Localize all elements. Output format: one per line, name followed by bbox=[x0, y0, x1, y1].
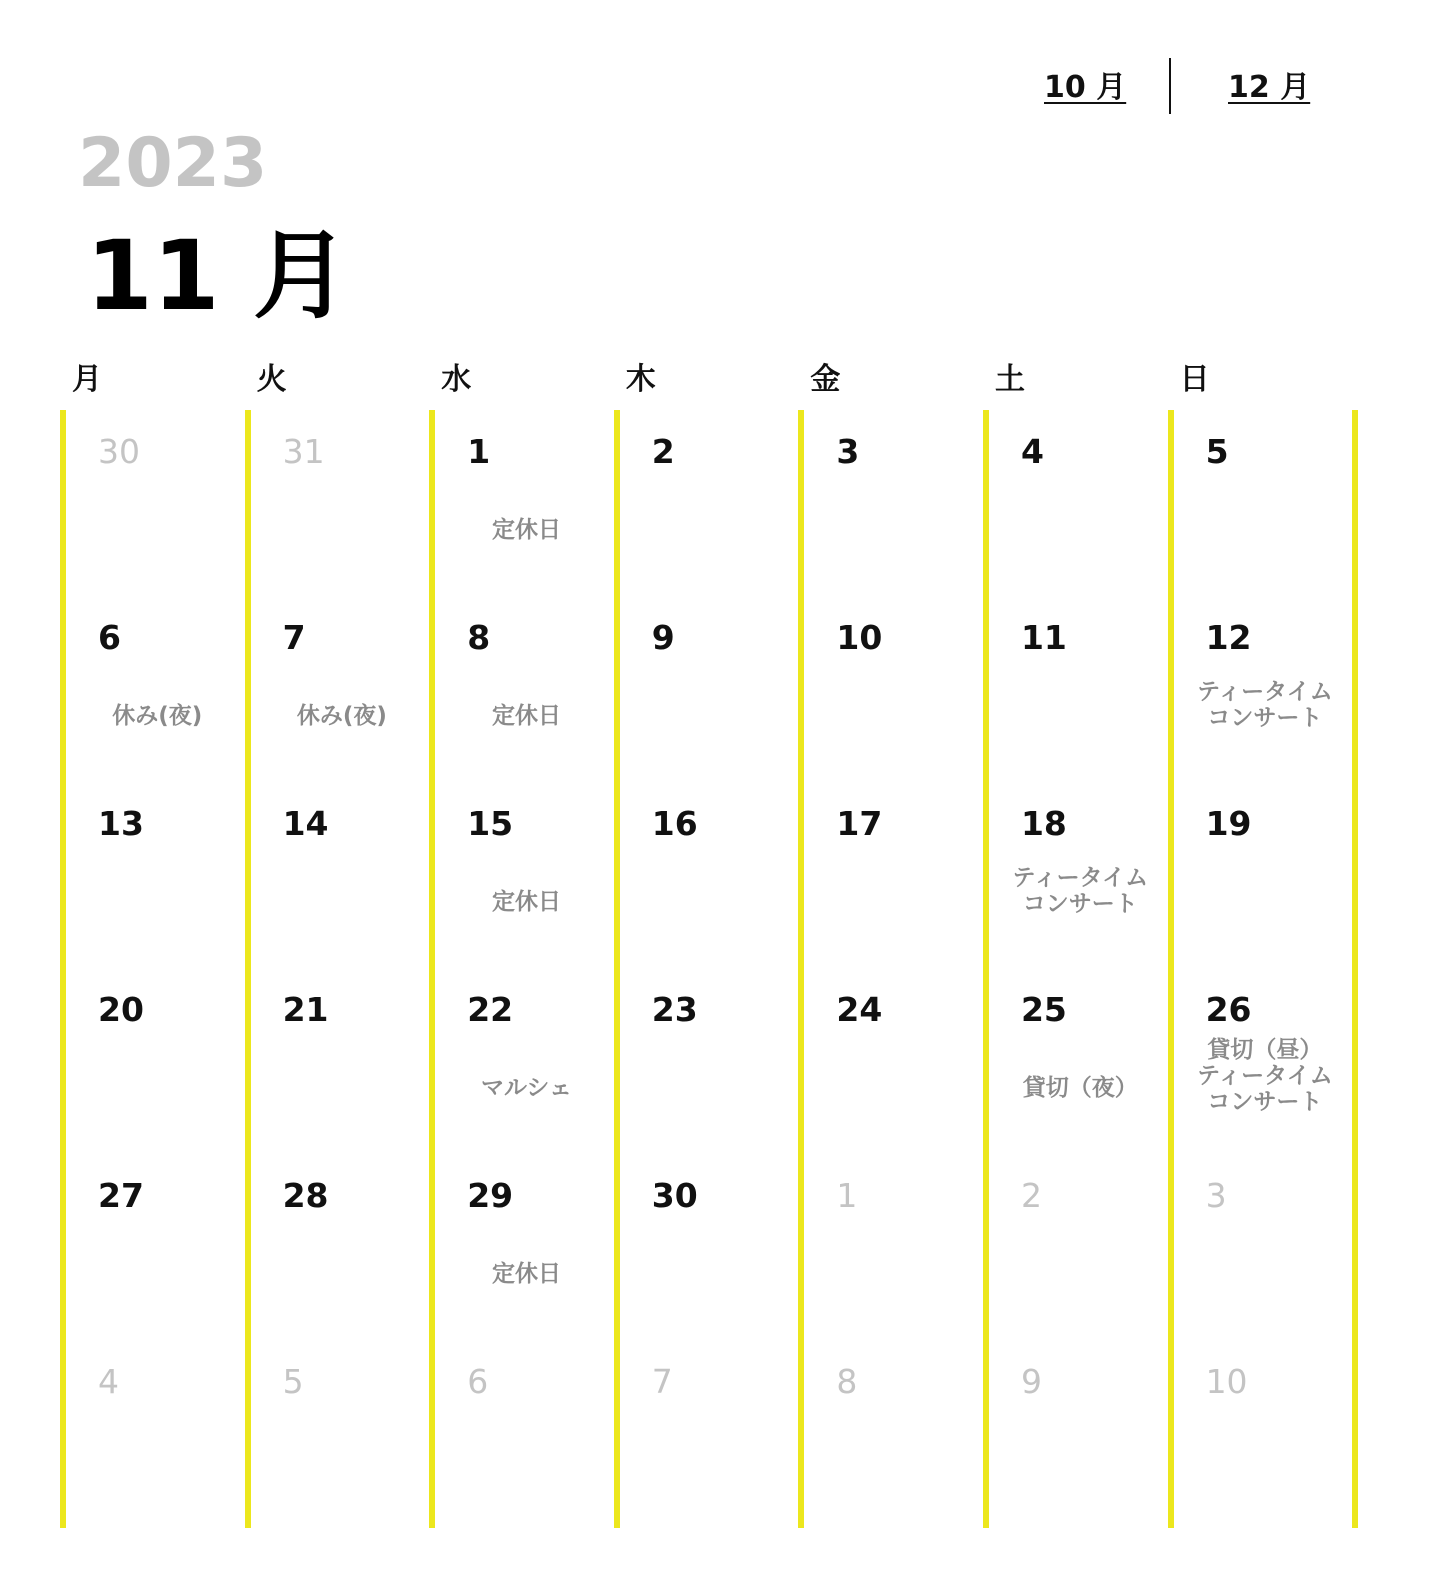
day-number: 8 bbox=[467, 618, 491, 657]
day-number: 7 bbox=[282, 618, 306, 657]
day-number: 5 bbox=[1205, 432, 1229, 471]
day-event: 定休日 bbox=[491, 889, 561, 915]
day-cell[interactable] bbox=[983, 782, 1168, 968]
day-cell[interactable] bbox=[429, 968, 614, 1154]
weekday-label: 金 bbox=[810, 362, 841, 397]
weekday-label: 月 bbox=[72, 362, 102, 397]
day-cell[interactable] bbox=[798, 596, 983, 782]
day-number: 9 bbox=[651, 618, 675, 657]
day-cell[interactable] bbox=[245, 1154, 430, 1340]
day-cell[interactable] bbox=[983, 1154, 1168, 1340]
day-cell[interactable] bbox=[245, 968, 430, 1154]
day-cell[interactable] bbox=[798, 968, 983, 1154]
day-number: 13 bbox=[98, 804, 144, 843]
day-cell[interactable] bbox=[60, 596, 245, 782]
day-cell[interactable] bbox=[60, 1340, 245, 1526]
week-row bbox=[60, 782, 1360, 968]
day-cell[interactable] bbox=[245, 596, 430, 782]
day-cell[interactable] bbox=[429, 596, 614, 782]
day-number: 15 bbox=[467, 804, 514, 843]
weekday-label: 土 bbox=[995, 362, 1025, 397]
nav-divider bbox=[1169, 58, 1171, 114]
day-number: 31 bbox=[282, 432, 325, 471]
day-cell[interactable] bbox=[798, 1154, 983, 1340]
day-cell[interactable] bbox=[1168, 782, 1353, 968]
day-cell[interactable] bbox=[60, 410, 245, 596]
day-number: 30 bbox=[98, 432, 140, 471]
day-cell[interactable] bbox=[983, 410, 1168, 596]
day-number: 28 bbox=[282, 1176, 329, 1215]
day-event: 定休日 bbox=[491, 703, 561, 729]
day-number: 20 bbox=[98, 990, 144, 1029]
week-row bbox=[60, 1340, 1360, 1526]
week-row bbox=[60, 1154, 1360, 1340]
day-cell[interactable] bbox=[60, 968, 245, 1154]
day-number: 6 bbox=[98, 618, 121, 657]
day-cell[interactable] bbox=[429, 782, 614, 968]
day-number: 3 bbox=[1205, 1176, 1227, 1215]
day-event: 定休日 bbox=[491, 517, 561, 543]
day-number: 8 bbox=[836, 1362, 858, 1401]
day-number: 10 bbox=[1205, 1362, 1248, 1401]
day-number: 3 bbox=[836, 432, 860, 471]
day-cell[interactable] bbox=[798, 1340, 983, 1526]
day-cell[interactable] bbox=[60, 782, 245, 968]
day-number: 16 bbox=[651, 804, 698, 843]
day-event: ティータイム コンサート bbox=[1012, 865, 1149, 917]
day-number: 4 bbox=[98, 1362, 119, 1401]
day-cell[interactable] bbox=[983, 1340, 1168, 1526]
day-number: 7 bbox=[651, 1362, 673, 1401]
weekday-label: 木 bbox=[625, 362, 656, 397]
day-number: 27 bbox=[98, 1176, 144, 1215]
day-cell[interactable] bbox=[614, 1154, 799, 1340]
day-number: 21 bbox=[282, 990, 329, 1029]
day-number: 19 bbox=[1205, 804, 1252, 843]
weekday-label: 火 bbox=[256, 362, 287, 397]
day-cell[interactable] bbox=[245, 410, 430, 596]
day-number: 22 bbox=[467, 990, 514, 1029]
day-event: 貸切（昼） ティータイム コンサート bbox=[1197, 1037, 1333, 1115]
day-cell[interactable] bbox=[983, 596, 1168, 782]
day-event: ティータイム コンサート bbox=[1197, 679, 1333, 731]
day-number: 17 bbox=[836, 804, 883, 843]
day-cell[interactable] bbox=[614, 596, 799, 782]
day-cell[interactable] bbox=[614, 410, 799, 596]
day-number: 4 bbox=[1020, 432, 1044, 471]
weekday-label: 水 bbox=[441, 362, 472, 397]
month-title: 11 月 bbox=[86, 220, 350, 332]
day-number: 23 bbox=[651, 990, 698, 1029]
day-number: 14 bbox=[282, 804, 329, 843]
day-number: 25 bbox=[1020, 990, 1067, 1029]
day-cell[interactable] bbox=[429, 1340, 614, 1526]
day-cell[interactable] bbox=[1168, 968, 1353, 1154]
day-cell[interactable] bbox=[1168, 1340, 1353, 1526]
day-cell[interactable] bbox=[60, 1154, 245, 1340]
next-month-link[interactable]: 12 月 bbox=[1228, 70, 1311, 105]
day-number: 1 bbox=[467, 432, 491, 471]
weekday-label: 日 bbox=[1179, 362, 1210, 397]
day-number: 12 bbox=[1205, 618, 1252, 657]
day-cell[interactable] bbox=[429, 1154, 614, 1340]
day-cell[interactable] bbox=[1168, 1154, 1353, 1340]
day-cell[interactable] bbox=[1168, 410, 1353, 596]
day-cell[interactable] bbox=[798, 782, 983, 968]
day-number: 1 bbox=[836, 1176, 858, 1215]
week-row bbox=[60, 596, 1360, 782]
day-cell[interactable] bbox=[983, 968, 1168, 1154]
day-event: 貸切（夜） bbox=[1022, 1075, 1138, 1101]
day-event: マルシェ bbox=[481, 1075, 572, 1101]
day-cell[interactable] bbox=[614, 782, 799, 968]
day-cell[interactable] bbox=[614, 968, 799, 1154]
day-number: 24 bbox=[836, 990, 883, 1029]
day-event: 休み(夜) bbox=[296, 703, 387, 729]
day-cell[interactable] bbox=[245, 1340, 430, 1526]
day-number: 6 bbox=[467, 1362, 489, 1401]
day-number: 29 bbox=[467, 1176, 514, 1215]
week-row bbox=[60, 410, 1360, 596]
day-number: 30 bbox=[651, 1176, 698, 1215]
day-number: 2 bbox=[651, 432, 675, 471]
day-cell[interactable] bbox=[614, 1340, 799, 1526]
prev-month-link[interactable]: 10 月 bbox=[1044, 70, 1127, 105]
day-number: 2 bbox=[1020, 1176, 1042, 1215]
day-number: 10 bbox=[836, 618, 883, 657]
day-cell[interactable] bbox=[1168, 596, 1353, 782]
day-number: 26 bbox=[1205, 990, 1252, 1029]
calendar-grid bbox=[60, 410, 1360, 1526]
day-number: 5 bbox=[282, 1362, 304, 1401]
day-cell[interactable] bbox=[798, 410, 983, 596]
day-event: 定休日 bbox=[491, 1261, 561, 1287]
day-number: 18 bbox=[1020, 804, 1067, 843]
day-number: 9 bbox=[1020, 1362, 1042, 1401]
week-row bbox=[60, 968, 1360, 1154]
day-cell[interactable] bbox=[429, 410, 614, 596]
day-event: 休み(夜) bbox=[112, 703, 203, 729]
day-number: 11 bbox=[1020, 618, 1067, 657]
year-label: 2023 bbox=[78, 124, 268, 203]
day-cell[interactable] bbox=[245, 782, 430, 968]
month-nav bbox=[1020, 58, 1340, 114]
